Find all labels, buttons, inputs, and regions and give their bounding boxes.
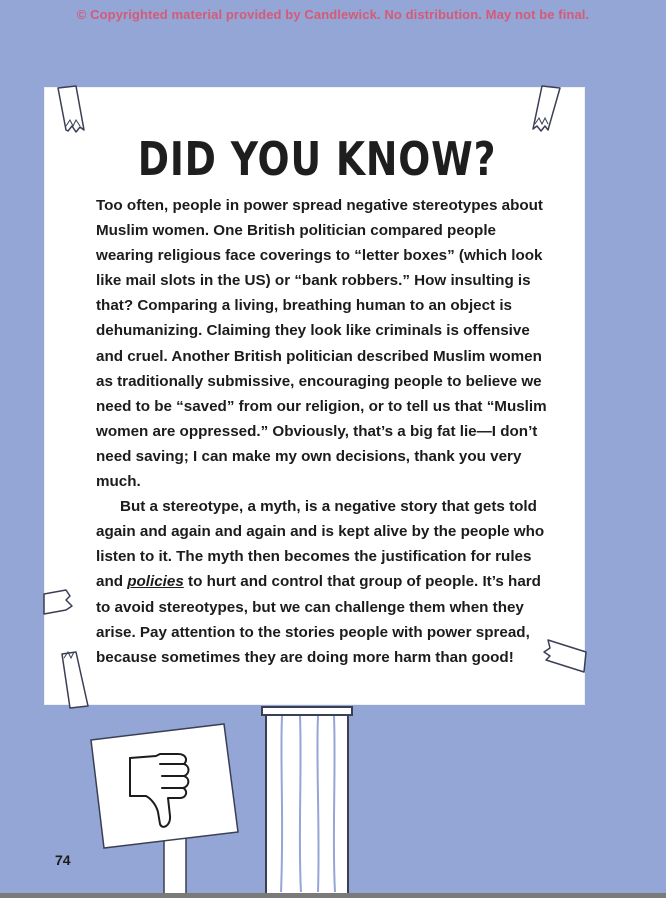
- copyright-notice: © Copyrighted material provided by Candlewick. No distribution. May not be final.: [76, 7, 590, 22]
- tape-bottom-left: [62, 652, 88, 708]
- paragraph-stereotypes: Too often, people in power spread negative stereotypes about Muslim women. One British politician compared people wearing religious face coverings to “letter boxes” (which look like mail slots in the US) or “bank robbers.” How insulting is that? Comparing a living, breathing human to an object is dehumanizing. Claiming they look like criminals is offensive and cruel. Another British politician described Muslim women as traditionally submissive, encouraging people to believe we need to be “saved” from our religion, or to tell us that “Muslim women are oppressed.” Obviously, that’s a big fat lie—I don’t need saving; I can make my own decisions, thank you very much.: [96, 197, 547, 491]
- sign-body: [96, 193, 552, 670]
- paragraph-myth: [96, 494, 552, 670]
- tape-mid-left: [44, 590, 72, 614]
- paragraph-myth-end: to hurt and control that group of people. It’s hard to avoid stereotypes, but we can challenge them when they arise. Pay attention to the stories people with power spread, because sometimes they are doing more harm than good!: [96, 573, 541, 666]
- page-number: 74: [55, 852, 71, 868]
- tape-top-right: [533, 86, 560, 131]
- paragraph-myth-start: But a stereotype, a myth, is a negative story that gets told again and again and again and is kept alive by the people who listen to it. The myth then becomes the justification for rules and: [96, 498, 545, 591]
- bottom-edge: [0, 893, 666, 898]
- sign-title: DID YOU KNOW?: [137, 132, 497, 186]
- tape-top-left: [58, 86, 84, 132]
- glossary-term-policies: policies: [127, 573, 184, 591]
